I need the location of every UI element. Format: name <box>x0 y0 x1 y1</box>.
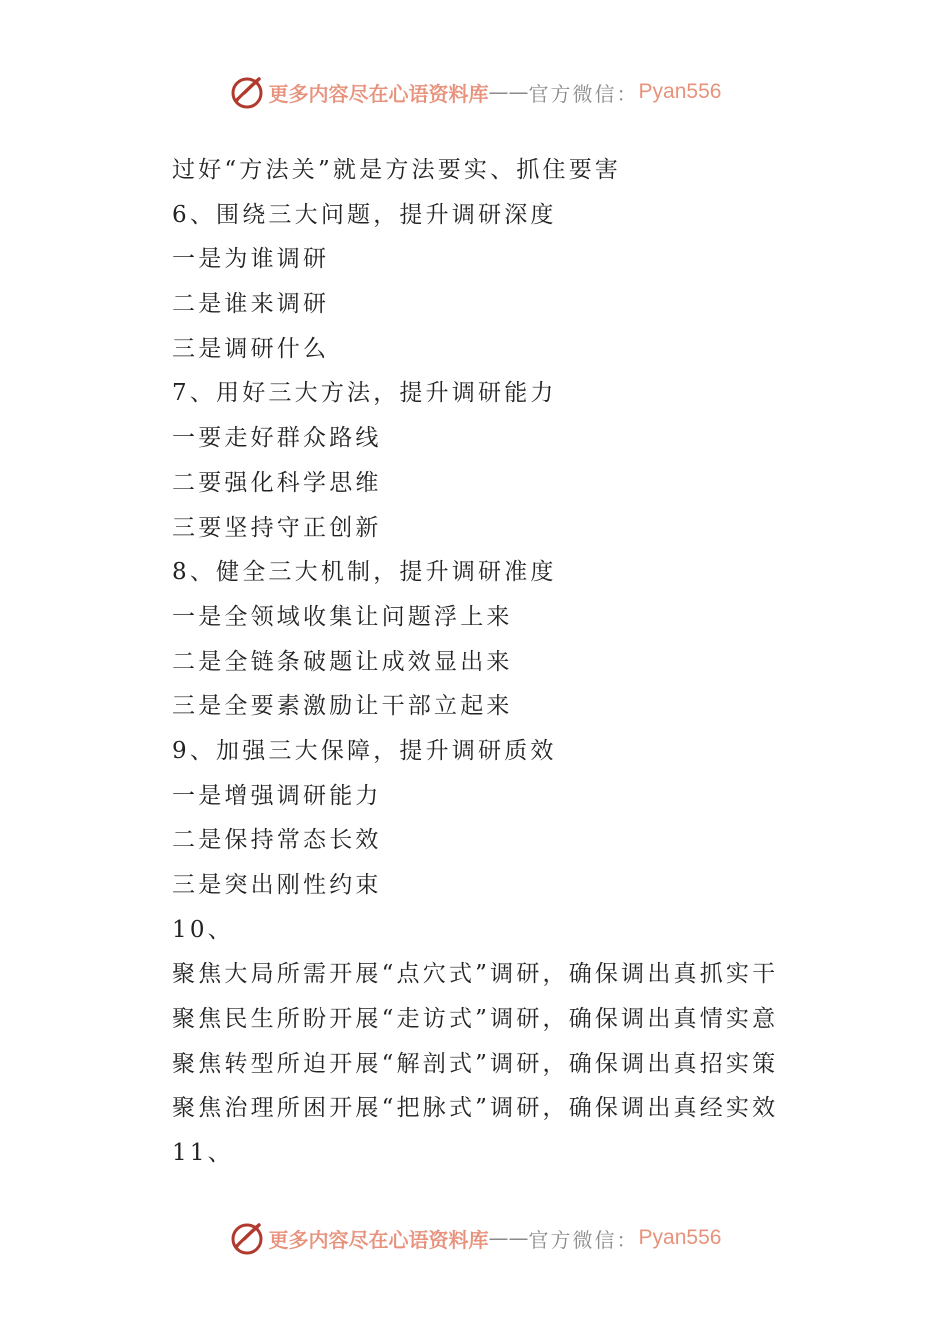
text-line: 三是全要素激励让干部立起来 <box>172 693 513 720</box>
text-line: 一要走好群众路线 <box>172 425 382 452</box>
text-line: 聚焦大局所需开展“点穴式”调研，确保调出真抓实干 <box>172 961 779 988</box>
footer-wechat-label: 官方微信： <box>528 1227 639 1252</box>
section-heading: 11、 <box>172 1140 234 1167</box>
header-banner <box>0 72 950 112</box>
document-body <box>172 148 872 1176</box>
text-line: 二要强化科学思维 <box>172 469 382 496</box>
brush-pen-logo-icon <box>229 74 265 110</box>
brush-pen-logo-icon <box>229 1220 265 1256</box>
section-heading: 7、用好三大方法，提升调研能力 <box>172 380 557 407</box>
footer-wechat-account: Pyan556 <box>638 1226 722 1249</box>
section-heading: 9、加强三大保障，提升调研质效 <box>172 737 557 764</box>
text-line: 三要坚持守正创新 <box>172 514 382 541</box>
text-line: 过好“方法关”就是方法要实、抓住要害 <box>172 157 622 183</box>
text-line: 三是调研什么 <box>172 335 330 362</box>
text-line: 聚焦转型所迫开展“解剖式”调研，确保调出真招实策 <box>172 1050 779 1077</box>
header-wechat-label: 官方微信： <box>528 81 639 106</box>
text-line: 三是突出刚性约束 <box>172 872 382 898</box>
header-wechat-account: Pyan556 <box>638 80 722 103</box>
text-line: 聚焦治理所困开展“把脉式”调研，确保调出真经实效 <box>172 1095 779 1122</box>
text-line: 一是全领域收集让问题浮上来 <box>172 603 513 630</box>
section-heading: 6、围绕三大问题，提升调研深度 <box>172 201 557 228</box>
header-slogan: 更多内容尽在心语资料库 <box>268 81 489 106</box>
text-line: 聚焦民生所盼开展“走访式”调研，确保调出真情实意 <box>172 1006 779 1033</box>
text-line: 二是谁来调研 <box>172 291 330 318</box>
footer-dash: —— <box>488 1226 529 1250</box>
text-line: 二是保持常态长效 <box>172 827 382 854</box>
section-heading: 8、健全三大机制，提升调研准度 <box>172 559 557 586</box>
section-heading: 10、 <box>172 916 234 943</box>
footer-slogan: 更多内容尽在心语资料库 <box>268 1227 489 1252</box>
text-line: 一是为谁调研 <box>172 246 330 273</box>
text-line: 一是增强调研能力 <box>172 782 382 809</box>
text-line: 二是全链条破题让成效显出来 <box>172 648 513 675</box>
header-dash: —— <box>488 80 529 104</box>
footer-banner <box>0 1218 950 1258</box>
